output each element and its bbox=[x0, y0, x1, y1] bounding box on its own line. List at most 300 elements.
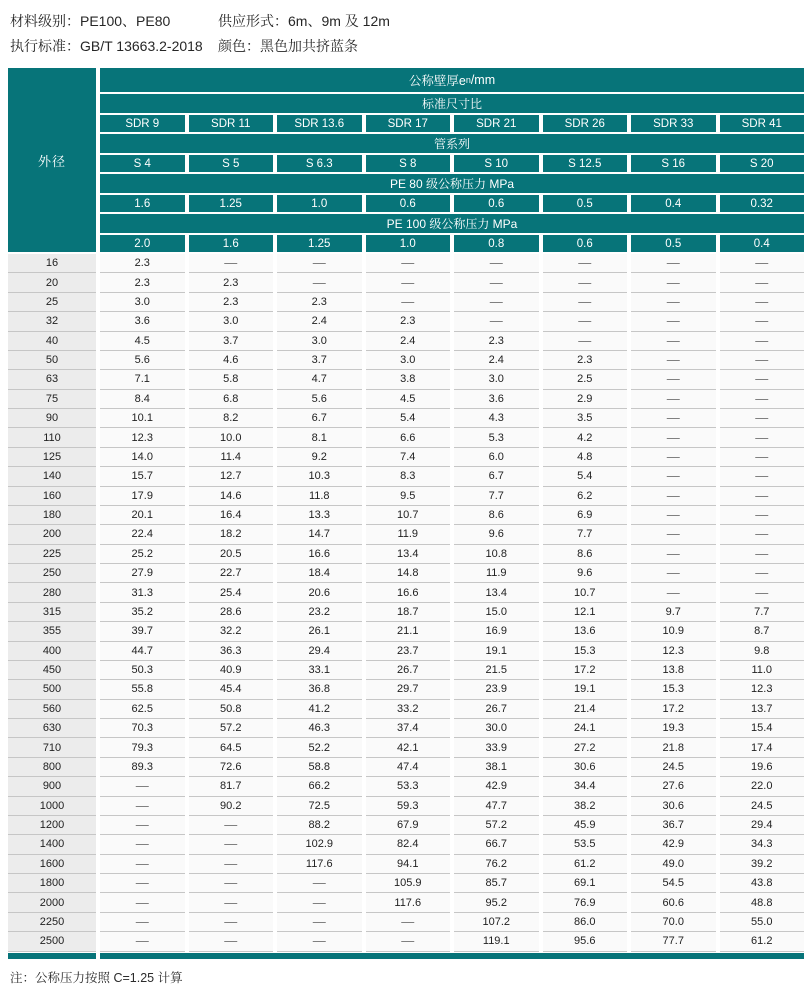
wall-thickness-cell: 15.0 bbox=[454, 603, 539, 622]
table-row bbox=[8, 293, 804, 312]
wall-thickness-cell: 3.6 bbox=[454, 390, 539, 409]
wall-thickness-cell: 61.2 bbox=[720, 932, 805, 951]
wall-thickness-cell: 3.0 bbox=[277, 332, 362, 351]
wall-thickness-cell: 6.6 bbox=[366, 428, 451, 447]
wall-thickness-cell: 55.8 bbox=[100, 680, 185, 699]
wall-thickness-cell: 6.9 bbox=[543, 506, 628, 525]
wall-thickness-cell: 11.0 bbox=[720, 661, 805, 680]
wall-thickness-cell: 3.7 bbox=[189, 332, 274, 351]
wall-thickness-cell: 19.1 bbox=[543, 680, 628, 699]
no-value-dash-cell: — bbox=[720, 545, 805, 564]
no-value-dash-cell: — bbox=[100, 874, 185, 893]
wall-thickness-cell: 4.5 bbox=[100, 332, 185, 351]
outer-diameter-cell: 280 bbox=[8, 583, 96, 602]
wall-thickness-cell: 10.0 bbox=[189, 428, 274, 447]
pe80-pressure-cell: 0.32 bbox=[720, 195, 805, 212]
pe80-pressure-cell: 0.6 bbox=[366, 195, 451, 212]
outer-diameter-cell: 900 bbox=[8, 777, 96, 796]
table-row bbox=[8, 932, 804, 951]
table-row bbox=[8, 351, 804, 370]
title-main: 公称壁厚e bbox=[408, 74, 466, 88]
no-value-dash-cell: — bbox=[277, 273, 362, 292]
outer-diameter-cell: 800 bbox=[8, 758, 96, 777]
wall-thickness-cell: 47.7 bbox=[454, 797, 539, 816]
wall-thickness-cell: 4.7 bbox=[277, 370, 362, 389]
wall-thickness-cell: 81.7 bbox=[189, 777, 274, 796]
no-value-dash-cell: — bbox=[720, 448, 805, 467]
table-row bbox=[8, 874, 804, 893]
wall-thickness-cell: 69.1 bbox=[543, 874, 628, 893]
sdr-header-cell: SDR 11 bbox=[189, 115, 274, 132]
wall-thickness-cell: 2.3 bbox=[189, 273, 274, 292]
table-row bbox=[8, 603, 804, 622]
wall-thickness-cell: 23.2 bbox=[277, 603, 362, 622]
wall-thickness-cell: 38.2 bbox=[543, 797, 628, 816]
standard-dimension-ratio-label: 标准尺寸比 bbox=[100, 94, 804, 113]
outer-diameter-cell: 63 bbox=[8, 370, 96, 389]
wall-thickness-cell: 42.1 bbox=[366, 738, 451, 757]
sdr-header-cell: SDR 33 bbox=[631, 115, 716, 132]
wall-thickness-cell: 90.2 bbox=[189, 797, 274, 816]
no-value-dash-cell: — bbox=[454, 273, 539, 292]
wall-thickness-cell: 47.4 bbox=[366, 758, 451, 777]
outer-diameter-header: 外径 bbox=[8, 68, 96, 252]
outer-diameter-cell: 450 bbox=[8, 661, 96, 680]
wall-thickness-cell: 14.8 bbox=[366, 564, 451, 583]
wall-thickness-cell: 60.6 bbox=[631, 893, 716, 912]
wall-thickness-cell: 88.2 bbox=[277, 816, 362, 835]
pe80-pressure-cell: 0.5 bbox=[543, 195, 628, 212]
no-value-dash-cell: — bbox=[189, 913, 274, 932]
s-series-header-cell: S 16 bbox=[631, 155, 716, 172]
wall-thickness-cell: 14.0 bbox=[100, 448, 185, 467]
no-value-dash-cell: — bbox=[189, 893, 274, 912]
outer-diameter-cell: 180 bbox=[8, 506, 96, 525]
wall-thickness-cell: 17.4 bbox=[720, 738, 805, 757]
table-row bbox=[8, 700, 804, 719]
wall-thickness-cell: 16.6 bbox=[366, 583, 451, 602]
wall-thickness-cell: 14.7 bbox=[277, 525, 362, 544]
wall-thickness-cell: 85.7 bbox=[454, 874, 539, 893]
wall-thickness-cell: 8.6 bbox=[454, 506, 539, 525]
wall-thickness-cell: 53.5 bbox=[543, 835, 628, 854]
wall-thickness-cell: 20.1 bbox=[100, 506, 185, 525]
wall-thickness-cell: 36.8 bbox=[277, 680, 362, 699]
no-value-dash-cell: — bbox=[631, 293, 716, 312]
wall-thickness-cell: 16.4 bbox=[189, 506, 274, 525]
wall-thickness-cell: 9.6 bbox=[543, 564, 628, 583]
wall-thickness-cell: 8.4 bbox=[100, 390, 185, 409]
outer-diameter-cell: 1200 bbox=[8, 816, 96, 835]
standard-value: GB/T 13663.2-2018 bbox=[80, 37, 203, 54]
wall-thickness-cell: 49.0 bbox=[631, 855, 716, 874]
wall-thickness-cell: 3.5 bbox=[543, 409, 628, 428]
wall-thickness-cell: 11.9 bbox=[454, 564, 539, 583]
wall-thickness-cell: 34.3 bbox=[720, 835, 805, 854]
wall-thickness-cell: 43.8 bbox=[720, 874, 805, 893]
wall-thickness-cell: 46.3 bbox=[277, 719, 362, 738]
outer-diameter-cell: 40 bbox=[8, 332, 96, 351]
sdr-header-cell: SDR 21 bbox=[454, 115, 539, 132]
no-value-dash-cell: — bbox=[631, 487, 716, 506]
no-value-dash-cell: — bbox=[454, 312, 539, 331]
wall-thickness-cell: 61.2 bbox=[543, 855, 628, 874]
footnote: 注：公称压力按照 C=1.25 计算 bbox=[10, 970, 183, 985]
wall-thickness-cell: 11.4 bbox=[189, 448, 274, 467]
color-spec-value: 黑色加共挤蓝条 bbox=[260, 37, 358, 54]
no-value-dash-cell: — bbox=[366, 913, 451, 932]
wall-thickness-cell: 50.3 bbox=[100, 661, 185, 680]
wall-thickness-cell: 117.6 bbox=[366, 893, 451, 912]
wall-thickness-cell: 13.8 bbox=[631, 661, 716, 680]
s-series-header-row bbox=[100, 155, 804, 172]
table-row bbox=[8, 913, 804, 932]
wall-thickness-cell: 8.3 bbox=[366, 467, 451, 486]
supply-form-value: 6m、9m 及 12m bbox=[288, 12, 390, 29]
wall-thickness-cell: 22.4 bbox=[100, 525, 185, 544]
s-series-header-cell: S 10 bbox=[454, 155, 539, 172]
wall-thickness-cell: 34.4 bbox=[543, 777, 628, 796]
wall-thickness-cell: 21.1 bbox=[366, 622, 451, 641]
no-value-dash-cell: — bbox=[454, 293, 539, 312]
no-value-dash-cell: — bbox=[543, 273, 628, 292]
pe80-pressure-label: PE 80 级公称压力 MPa bbox=[100, 174, 804, 193]
wall-thickness-cell: 95.2 bbox=[454, 893, 539, 912]
table-row bbox=[8, 583, 804, 602]
s-series-header-cell: S 12.5 bbox=[543, 155, 628, 172]
no-value-dash-cell: — bbox=[100, 797, 185, 816]
wall-thickness-cell: 4.8 bbox=[543, 448, 628, 467]
s-series-header-cell: S 8 bbox=[366, 155, 451, 172]
no-value-dash-cell: — bbox=[543, 254, 628, 273]
table-row bbox=[8, 487, 804, 506]
no-value-dash-cell: — bbox=[720, 467, 805, 486]
no-value-dash-cell: — bbox=[720, 351, 805, 370]
sdr-header-cell: SDR 41 bbox=[720, 115, 805, 132]
wall-thickness-cell: 4.6 bbox=[189, 351, 274, 370]
wall-thickness-cell: 29.4 bbox=[277, 642, 362, 661]
table-row bbox=[8, 254, 804, 273]
table-row bbox=[8, 855, 804, 874]
wall-thickness-cell: 105.9 bbox=[366, 874, 451, 893]
wall-thickness-cell: 33.9 bbox=[454, 738, 539, 757]
wall-thickness-cell: 6.0 bbox=[454, 448, 539, 467]
pipe-series-label: 管系列 bbox=[100, 134, 804, 153]
wall-thickness-cell: 5.4 bbox=[366, 409, 451, 428]
outer-diameter-cell: 630 bbox=[8, 719, 96, 738]
no-value-dash-cell: — bbox=[631, 506, 716, 525]
wall-thickness-cell: 12.3 bbox=[631, 642, 716, 661]
wall-thickness-cell: 13.3 bbox=[277, 506, 362, 525]
wall-thickness-cell: 21.4 bbox=[543, 700, 628, 719]
wall-thickness-cell: 12.1 bbox=[543, 603, 628, 622]
wall-thickness-cell: 30.6 bbox=[543, 758, 628, 777]
table-row bbox=[8, 835, 804, 854]
no-value-dash-cell: — bbox=[189, 835, 274, 854]
wall-thickness-cell: 95.6 bbox=[543, 932, 628, 951]
no-value-dash-cell: — bbox=[277, 254, 362, 273]
wall-thickness-cell: 25.2 bbox=[100, 545, 185, 564]
wall-thickness-cell: 18.2 bbox=[189, 525, 274, 544]
wall-thickness-cell: 39.2 bbox=[720, 855, 805, 874]
pe80-pressure-row bbox=[100, 195, 804, 212]
wall-thickness-cell: 17.9 bbox=[100, 487, 185, 506]
outer-diameter-cell: 125 bbox=[8, 448, 96, 467]
no-value-dash-cell: — bbox=[631, 583, 716, 602]
color-spec bbox=[218, 36, 358, 56]
wall-thickness-cell: 37.4 bbox=[366, 719, 451, 738]
pe100-pressure-cell: 1.0 bbox=[366, 235, 451, 252]
no-value-dash-cell: — bbox=[631, 273, 716, 292]
wall-thickness-cell: 6.8 bbox=[189, 390, 274, 409]
wall-thickness-cell: 10.9 bbox=[631, 622, 716, 641]
wall-thickness-cell: 57.2 bbox=[189, 719, 274, 738]
outer-diameter-cell: 32 bbox=[8, 312, 96, 331]
wall-thickness-cell: 2.3 bbox=[100, 273, 185, 292]
wall-thickness-cell: 17.2 bbox=[631, 700, 716, 719]
wall-thickness-cell: 27.9 bbox=[100, 564, 185, 583]
s-series-header-cell: S 20 bbox=[720, 155, 805, 172]
outer-diameter-cell: 1600 bbox=[8, 855, 96, 874]
wall-thickness-cell: 15.7 bbox=[100, 467, 185, 486]
outer-diameter-cell: 75 bbox=[8, 390, 96, 409]
outer-diameter-cell: 250 bbox=[8, 564, 96, 583]
outer-diameter-cell: 16 bbox=[8, 254, 96, 273]
wall-thickness-cell: 26.7 bbox=[366, 661, 451, 680]
outer-diameter-cell: 140 bbox=[8, 467, 96, 486]
wall-thickness-cell: 15.4 bbox=[720, 719, 805, 738]
wall-thickness-cell: 23.7 bbox=[366, 642, 451, 661]
wall-thickness-cell: 77.7 bbox=[631, 932, 716, 951]
pe100-pressure-row bbox=[100, 235, 804, 252]
wall-thickness-cell: 79.3 bbox=[100, 738, 185, 757]
pe100-pressure-cell: 1.6 bbox=[189, 235, 274, 252]
no-value-dash-cell: — bbox=[189, 932, 274, 951]
outer-diameter-cell: 1400 bbox=[8, 835, 96, 854]
wall-thickness-cell: 18.7 bbox=[366, 603, 451, 622]
no-value-dash-cell: — bbox=[366, 254, 451, 273]
table-row bbox=[8, 738, 804, 757]
pe80-pressure-cell: 0.6 bbox=[454, 195, 539, 212]
outer-diameter-cell: 160 bbox=[8, 487, 96, 506]
no-value-dash-cell: — bbox=[366, 273, 451, 292]
no-value-dash-cell: — bbox=[631, 332, 716, 351]
outer-diameter-cell: 225 bbox=[8, 545, 96, 564]
wall-thickness-cell: 2.3 bbox=[277, 293, 362, 312]
table-row bbox=[8, 777, 804, 796]
wall-thickness-cell: 3.0 bbox=[100, 293, 185, 312]
standard bbox=[10, 36, 218, 56]
no-value-dash-cell: — bbox=[631, 254, 716, 273]
wall-thickness-cell: 89.3 bbox=[100, 758, 185, 777]
wall-thickness-cell: 55.0 bbox=[720, 913, 805, 932]
table-row bbox=[8, 816, 804, 835]
wall-thickness-cell: 2.3 bbox=[100, 254, 185, 273]
wall-thickness-cell: 14.6 bbox=[189, 487, 274, 506]
table-row bbox=[8, 448, 804, 467]
no-value-dash-cell: — bbox=[277, 932, 362, 951]
outer-diameter-cell: 1800 bbox=[8, 874, 96, 893]
wall-thickness-cell: 2.4 bbox=[277, 312, 362, 331]
no-value-dash-cell: — bbox=[720, 254, 805, 273]
no-value-dash-cell: — bbox=[720, 583, 805, 602]
title-unit: /mm bbox=[470, 73, 496, 87]
outer-diameter-cell: 20 bbox=[8, 273, 96, 292]
info-line-1 bbox=[10, 8, 812, 33]
table-header bbox=[8, 68, 804, 252]
wall-thickness-cell: 48.8 bbox=[720, 893, 805, 912]
no-value-dash-cell: — bbox=[100, 816, 185, 835]
wall-thickness-cell: 8.2 bbox=[189, 409, 274, 428]
wall-thickness-cell: 119.1 bbox=[454, 932, 539, 951]
wall-thickness-cell: 7.4 bbox=[366, 448, 451, 467]
wall-thickness-cell: 86.0 bbox=[543, 913, 628, 932]
wall-thickness-cell: 32.2 bbox=[189, 622, 274, 641]
wall-thickness-cell: 3.0 bbox=[189, 312, 274, 331]
wall-thickness-cell: 70.3 bbox=[100, 719, 185, 738]
wall-thickness-cell: 7.7 bbox=[720, 603, 805, 622]
pe100-pressure-cell: 0.8 bbox=[454, 235, 539, 252]
wall-thickness-cell: 5.6 bbox=[277, 390, 362, 409]
outer-diameter-cell: 50 bbox=[8, 351, 96, 370]
no-value-dash-cell: — bbox=[720, 293, 805, 312]
table-bottom-bar bbox=[8, 953, 804, 959]
wall-thickness-cell: 10.7 bbox=[366, 506, 451, 525]
table-row bbox=[8, 545, 804, 564]
no-value-dash-cell: — bbox=[543, 293, 628, 312]
table-row bbox=[8, 370, 804, 389]
pe80-pressure-cell: 1.6 bbox=[100, 195, 185, 212]
wall-thickness-cell: 72.6 bbox=[189, 758, 274, 777]
bottom-bar-left-segment bbox=[8, 953, 96, 959]
no-value-dash-cell: — bbox=[631, 409, 716, 428]
wall-thickness-cell: 64.5 bbox=[189, 738, 274, 757]
wall-thickness-cell: 10.1 bbox=[100, 409, 185, 428]
wall-thickness-cell: 62.5 bbox=[100, 700, 185, 719]
wall-thickness-cell: 4.2 bbox=[543, 428, 628, 447]
wall-thickness-cell: 10.8 bbox=[454, 545, 539, 564]
wall-thickness-cell: 15.3 bbox=[631, 680, 716, 699]
wall-thickness-cell: 45.9 bbox=[543, 816, 628, 835]
wall-thickness-cell: 12.3 bbox=[100, 428, 185, 447]
title-subscript: n bbox=[465, 75, 471, 85]
no-value-dash-cell: — bbox=[720, 390, 805, 409]
sdr-header-cell: SDR 26 bbox=[543, 115, 628, 132]
wall-thickness-cell: 20.6 bbox=[277, 583, 362, 602]
no-value-dash-cell: — bbox=[189, 855, 274, 874]
table-row bbox=[8, 506, 804, 525]
material-grade bbox=[10, 11, 218, 31]
sdr-header-row bbox=[100, 115, 804, 132]
wall-thickness-cell: 9.2 bbox=[277, 448, 362, 467]
wall-thickness-cell: 13.4 bbox=[454, 583, 539, 602]
wall-thickness-cell: 18.4 bbox=[277, 564, 362, 583]
outer-diameter-cell: 560 bbox=[8, 700, 96, 719]
table-row bbox=[8, 467, 804, 486]
outer-diameter-cell: 2000 bbox=[8, 893, 96, 912]
no-value-dash-cell: — bbox=[720, 409, 805, 428]
wall-thickness-cell: 30.0 bbox=[454, 719, 539, 738]
wall-thickness-cell: 5.8 bbox=[189, 370, 274, 389]
wall-thickness-cell: 3.7 bbox=[277, 351, 362, 370]
no-value-dash-cell: — bbox=[720, 564, 805, 583]
wall-thickness-cell: 19.1 bbox=[454, 642, 539, 661]
no-value-dash-cell: — bbox=[720, 332, 805, 351]
wall-thickness-cell: 3.0 bbox=[454, 370, 539, 389]
wall-thickness-cell: 9.6 bbox=[454, 525, 539, 544]
wall-thickness-cell: 2.9 bbox=[543, 390, 628, 409]
pe100-pressure-cell: 1.25 bbox=[277, 235, 362, 252]
wall-thickness-cell: 22.0 bbox=[720, 777, 805, 796]
wall-thickness-cell: 82.4 bbox=[366, 835, 451, 854]
no-value-dash-cell: — bbox=[277, 874, 362, 893]
no-value-dash-cell: — bbox=[631, 370, 716, 389]
outer-diameter-cell: 355 bbox=[8, 622, 96, 641]
no-value-dash-cell: — bbox=[631, 545, 716, 564]
table-row bbox=[8, 273, 804, 292]
wall-thickness-cell: 42.9 bbox=[631, 835, 716, 854]
sdr-header-cell: SDR 9 bbox=[100, 115, 185, 132]
no-value-dash-cell: — bbox=[100, 932, 185, 951]
wall-thickness-cell: 107.2 bbox=[454, 913, 539, 932]
wall-thickness-cell: 20.5 bbox=[189, 545, 274, 564]
wall-thickness-cell: 12.3 bbox=[720, 680, 805, 699]
table-row bbox=[8, 525, 804, 544]
wall-thickness-cell: 27.2 bbox=[543, 738, 628, 757]
wall-thickness-cell: 15.3 bbox=[543, 642, 628, 661]
sdr-header-cell: SDR 13.6 bbox=[277, 115, 362, 132]
wall-thickness-cell: 39.7 bbox=[100, 622, 185, 641]
wall-thickness-cell: 76.9 bbox=[543, 893, 628, 912]
wall-thickness-cell: 24.1 bbox=[543, 719, 628, 738]
wall-thickness-cell: 94.1 bbox=[366, 855, 451, 874]
table-row bbox=[8, 428, 804, 447]
wall-thickness-cell: 21.8 bbox=[631, 738, 716, 757]
wall-thickness-cell: 70.0 bbox=[631, 913, 716, 932]
wall-thickness-cell: 7.7 bbox=[543, 525, 628, 544]
standard-label: 执行标准： bbox=[10, 37, 80, 54]
wall-thickness-cell: 53.3 bbox=[366, 777, 451, 796]
wall-thickness-cell: 27.6 bbox=[631, 777, 716, 796]
no-value-dash-cell: — bbox=[189, 874, 274, 893]
wall-thickness-cell: 2.4 bbox=[454, 351, 539, 370]
wall-thickness-cell: 30.6 bbox=[631, 797, 716, 816]
no-value-dash-cell: — bbox=[277, 913, 362, 932]
wall-thickness-cell: 9.8 bbox=[720, 642, 805, 661]
table-row bbox=[8, 409, 804, 428]
wall-thickness-cell: 102.9 bbox=[277, 835, 362, 854]
no-value-dash-cell: — bbox=[720, 370, 805, 389]
s-series-header-cell: S 6.3 bbox=[277, 155, 362, 172]
pe100-pressure-label: PE 100 级公称压力 MPa bbox=[100, 214, 804, 233]
table-row bbox=[8, 661, 804, 680]
no-value-dash-cell: — bbox=[189, 816, 274, 835]
wall-thickness-cell: 4.5 bbox=[366, 390, 451, 409]
outer-diameter-cell: 315 bbox=[8, 603, 96, 622]
no-value-dash-cell: — bbox=[631, 351, 716, 370]
wall-thickness-cell: 24.5 bbox=[631, 758, 716, 777]
outer-diameter-cell: 200 bbox=[8, 525, 96, 544]
no-value-dash-cell: — bbox=[631, 467, 716, 486]
pe80-pressure-cell: 1.0 bbox=[277, 195, 362, 212]
pe100-pressure-cell: 0.5 bbox=[631, 235, 716, 252]
table-row bbox=[8, 680, 804, 699]
wall-thickness-cell: 5.4 bbox=[543, 467, 628, 486]
wall-thickness-cell: 33.1 bbox=[277, 661, 362, 680]
wall-thickness-cell: 7.1 bbox=[100, 370, 185, 389]
wall-thickness-cell: 13.6 bbox=[543, 622, 628, 641]
wall-thickness-cell: 21.5 bbox=[454, 661, 539, 680]
